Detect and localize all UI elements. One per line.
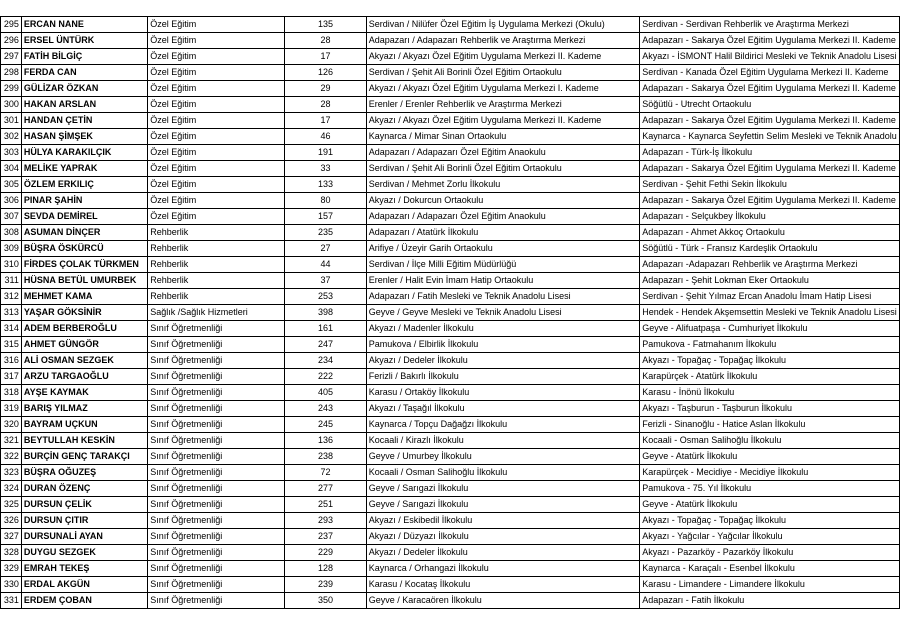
branch-name: Özel Eğitim	[148, 113, 285, 129]
branch-name: Sınıf Öğretmenliği	[148, 577, 285, 593]
current-school: Ferizli / Bakırlı İlkokulu	[366, 369, 640, 385]
row-number: 301	[1, 113, 22, 129]
table-row	[1, 97, 900, 113]
branch-name: Rehberlik	[148, 241, 285, 257]
service-score: 27	[285, 241, 366, 257]
branch-name: Özel Eğitim	[148, 129, 285, 145]
current-school: Arifiye / Üzeyir Garih Ortaokulu	[366, 241, 640, 257]
assigned-school: Geyve - Alifuatpaşa - Cumhuriyet İlkokulu	[640, 321, 900, 337]
teacher-name: DUYGU SEZGEK	[21, 545, 147, 561]
assigned-school: Karapürçek - Mecidiye - Mecidiye İlkokulu	[640, 465, 900, 481]
teacher-name: HAKAN ARSLAN	[21, 97, 147, 113]
table-row	[1, 33, 900, 49]
table-row	[1, 209, 900, 225]
row-number: 319	[1, 401, 22, 417]
current-school: Kocaali / Kirazlı İlkokulu	[366, 433, 640, 449]
table-row	[1, 481, 900, 497]
branch-name: Sınıf Öğretmenliği	[148, 529, 285, 545]
service-score: 243	[285, 401, 366, 417]
assigned-school: Söğütlü - Utrecht Ortaokulu	[640, 97, 900, 113]
row-number: 316	[1, 353, 22, 369]
current-school: Adapazarı / Adapazarı Özel Eğitim Anaokulu	[366, 209, 640, 225]
branch-name: Sınıf Öğretmenliği	[148, 401, 285, 417]
current-school: Akyazı / Taşağıl İlkokulu	[366, 401, 640, 417]
current-school: Erenler / Erenler Rehberlik ve Araştırma Merkezi	[366, 97, 640, 113]
table-body	[1, 17, 900, 609]
current-school: Serdivan / Nilüfer Özel Eğitim İş Uygulama Merkezi (Okulu)	[366, 17, 640, 33]
row-number: 306	[1, 193, 22, 209]
assigned-school: Adapazarı - Ahmet Akkoç Ortaokulu	[640, 225, 900, 241]
row-number: 325	[1, 497, 22, 513]
current-school: Geyve / Karacaören İlkokulu	[366, 593, 640, 609]
branch-name: Sınıf Öğretmenliği	[148, 433, 285, 449]
branch-name: Rehberlik	[148, 273, 285, 289]
row-number: 320	[1, 417, 22, 433]
assigned-school: Pamukova - Fatmahanım İlkokulu	[640, 337, 900, 353]
current-school: Serdivan / İlçe Milli Eğitim Müdürlüğü	[366, 257, 640, 273]
assigned-school: Söğütlü - Türk - Fransız Kardeşlik Ortaokulu	[640, 241, 900, 257]
branch-name: Özel Eğitim	[148, 17, 285, 33]
table-row	[1, 321, 900, 337]
assigned-school: Akyazı - Yağcılar - Yağcılar İlkokulu	[640, 529, 900, 545]
teacher-name: BÜŞRA OĞUZEŞ	[21, 465, 147, 481]
branch-name: Özel Eğitim	[148, 97, 285, 113]
teacher-name: BAYRAM UÇKUN	[21, 417, 147, 433]
current-school: Karasu / Ortaköy İlkokulu	[366, 385, 640, 401]
row-number: 300	[1, 97, 22, 113]
service-score: 239	[285, 577, 366, 593]
branch-name: Özel Eğitim	[148, 145, 285, 161]
service-score: 28	[285, 33, 366, 49]
service-score: 133	[285, 177, 366, 193]
table-row	[1, 561, 900, 577]
row-number: 308	[1, 225, 22, 241]
row-number: 302	[1, 129, 22, 145]
table-row	[1, 417, 900, 433]
current-school: Akyazı / Akyazı Özel Eğitim Uygulama Merkezi II. Kademe	[366, 49, 640, 65]
assigned-school: Adapazarı - Sakarya Özel Eğitim Uygulama Merkezi II. Kademe	[640, 81, 900, 97]
row-number: 327	[1, 529, 22, 545]
current-school: Akyazı / Akyazı Özel Eğitim Uygulama Merkezi I. Kademe	[366, 81, 640, 97]
current-school: Serdivan / Şehit Ali Borinli Özel Eğitim Ortaokulu	[366, 161, 640, 177]
table-row	[1, 193, 900, 209]
current-school: Kaynarca / Orhangazi İlkokulu	[366, 561, 640, 577]
table-row	[1, 593, 900, 609]
service-score: 135	[285, 17, 366, 33]
row-number: 322	[1, 449, 22, 465]
current-school: Kaynarca / Topçu Dağağzı İlkokulu	[366, 417, 640, 433]
branch-name: Özel Eğitim	[148, 33, 285, 49]
service-score: 237	[285, 529, 366, 545]
service-score: 398	[285, 305, 366, 321]
teacher-name: FATİH BİLGİÇ	[21, 49, 147, 65]
assigned-school: Akyazı - İSMONT Halil Bildirici Mesleki ve Teknik Anadolu Lisesi	[640, 49, 900, 65]
current-school: Geyve / Umurbey İlkokulu	[366, 449, 640, 465]
current-school: Erenler / Halit Evin İmam Hatip Ortaokulu	[366, 273, 640, 289]
teacher-name: HASAN ŞİMŞEK	[21, 129, 147, 145]
teacher-name: BÜŞRA ÖSKÜRCÜ	[21, 241, 147, 257]
assigned-school: Adapazarı - Sakarya Özel Eğitim Uygulama Merkezi II. Kademe	[640, 193, 900, 209]
assigned-school: Adapazarı - Sakarya Özel Eğitim Uygulama Merkezi II. Kademe	[640, 161, 900, 177]
row-number: 323	[1, 465, 22, 481]
row-number: 329	[1, 561, 22, 577]
teacher-name: ERCAN NANE	[21, 17, 147, 33]
branch-name: Sınıf Öğretmenliği	[148, 481, 285, 497]
row-number: 317	[1, 369, 22, 385]
table-row	[1, 177, 900, 193]
teacher-name: DURSUNALİ AYAN	[21, 529, 147, 545]
branch-name: Özel Eğitim	[148, 49, 285, 65]
teacher-name: ERSEL ÜNTÜRK	[21, 33, 147, 49]
branch-name: Sınıf Öğretmenliği	[148, 593, 285, 609]
service-score: 157	[285, 209, 366, 225]
service-score: 234	[285, 353, 366, 369]
teacher-name: SEVDA DEMİREL	[21, 209, 147, 225]
assigned-school: Serdivan - Şehit Fethi Sekin İlkokulu	[640, 177, 900, 193]
table-row	[1, 273, 900, 289]
current-school: Serdivan / Mehmet Zorlu İlkokulu	[366, 177, 640, 193]
table-row	[1, 577, 900, 593]
teacher-name: GÜLİZAR ÖZKAN	[21, 81, 147, 97]
branch-name: Özel Eğitim	[148, 81, 285, 97]
current-school: Geyve / Geyve Mesleki ve Teknik Anadolu Lisesi	[366, 305, 640, 321]
row-number: 304	[1, 161, 22, 177]
table-row	[1, 529, 900, 545]
current-school: Akyazı / Dedeler İlkokulu	[366, 353, 640, 369]
branch-name: Sınıf Öğretmenliği	[148, 369, 285, 385]
row-number: 297	[1, 49, 22, 65]
service-score: 17	[285, 49, 366, 65]
teacher-name: ALİ OSMAN SEZGEK	[21, 353, 147, 369]
current-school: Akyazı / Madenler İlkokulu	[366, 321, 640, 337]
service-score: 222	[285, 369, 366, 385]
teacher-name: ADEM BERBEROĞLU	[21, 321, 147, 337]
teacher-name: AHMET GÜNGÖR	[21, 337, 147, 353]
assigned-school: Adapazarı - Sakarya Özel Eğitim Uygulama Merkezi II. Kademe	[640, 33, 900, 49]
row-number: 296	[1, 33, 22, 49]
assigned-school: Adapazarı - Sakarya Özel Eğitim Uygulama Merkezi II. Kademe	[640, 113, 900, 129]
row-number: 331	[1, 593, 22, 609]
assigned-school: Akyazı - Pazarköy - Pazarköy İlkokulu	[640, 545, 900, 561]
service-score: 80	[285, 193, 366, 209]
branch-name: Sınıf Öğretmenliği	[148, 497, 285, 513]
row-number: 328	[1, 545, 22, 561]
assigned-school: Kocaali - Osman Salihoğlu İlkokulu	[640, 433, 900, 449]
assigned-school: Adapazarı - Fatih İlkokulu	[640, 593, 900, 609]
teacher-name: HANDAN ÇETİN	[21, 113, 147, 129]
assigned-school: Adapazarı - Türk-İş İlkokulu	[640, 145, 900, 161]
service-score: 17	[285, 113, 366, 129]
branch-name: Özel Eğitim	[148, 193, 285, 209]
teacher-name: ERDAL AKGÜN	[21, 577, 147, 593]
teacher-name: ÖZLEM ERKILIÇ	[21, 177, 147, 193]
teacher-name: DURSUN ÇITIR	[21, 513, 147, 529]
table-row	[1, 17, 900, 33]
service-score: 251	[285, 497, 366, 513]
teacher-name: DURAN ÖZENÇ	[21, 481, 147, 497]
assigned-school: Kaynarca - Kaynarca Seyfettin Selim Mesleki ve Teknik Anadolu	[640, 129, 900, 145]
current-school: Kocaali / Osman Salihoğlu İlkokulu	[366, 465, 640, 481]
service-score: 29	[285, 81, 366, 97]
current-school: Adapazarı / Adapazarı Rehberlik ve Araştırma Merkezi	[366, 33, 640, 49]
branch-name: Sağlık /Sağlık Hizmetleri	[148, 305, 285, 321]
teacher-name: HÜSNA BETÜL UMURBEK	[21, 273, 147, 289]
table-row	[1, 353, 900, 369]
branch-name: Sınıf Öğretmenliği	[148, 385, 285, 401]
assigned-school: Kaynarca - Karaçalı - Esenbel İlkokulu	[640, 561, 900, 577]
current-school: Adapazarı / Fatih Mesleki ve Teknik Anadolu Lisesi	[366, 289, 640, 305]
row-number: 309	[1, 241, 22, 257]
service-score: 72	[285, 465, 366, 481]
table-row	[1, 337, 900, 353]
current-school: Akyazı / Dedeler İlkokulu	[366, 545, 640, 561]
teacher-name: DURSUN ÇELİK	[21, 497, 147, 513]
assigned-school: Geyve - Atatürk İlkokulu	[640, 449, 900, 465]
service-score: 37	[285, 273, 366, 289]
assigned-school: Geyve - Atatürk İlkokulu	[640, 497, 900, 513]
teacher-name: ASUMAN DİNÇER	[21, 225, 147, 241]
table-row	[1, 49, 900, 65]
teacher-name: BURÇİN GENÇ TARAKÇI	[21, 449, 147, 465]
assigned-school: Pamukova - 75. Yıl İlkokulu	[640, 481, 900, 497]
service-score: 229	[285, 545, 366, 561]
branch-name: Sınıf Öğretmenliği	[148, 513, 285, 529]
service-score: 126	[285, 65, 366, 81]
row-number: 324	[1, 481, 22, 497]
assigned-school: Akyazı - Taşburun - Taşburun İlkokulu	[640, 401, 900, 417]
table-row	[1, 113, 900, 129]
service-score: 46	[285, 129, 366, 145]
teacher-name: EMRAH TEKEŞ	[21, 561, 147, 577]
table-row	[1, 145, 900, 161]
table-row	[1, 401, 900, 417]
service-score: 238	[285, 449, 366, 465]
row-number: 330	[1, 577, 22, 593]
teacher-name: FİRDES ÇOLAK TÜRKMEN	[21, 257, 147, 273]
branch-name: Sınıf Öğretmenliği	[148, 561, 285, 577]
service-score: 136	[285, 433, 366, 449]
branch-name: Sınıf Öğretmenliği	[148, 417, 285, 433]
row-number: 318	[1, 385, 22, 401]
teacher-name: BARIŞ YILMAZ	[21, 401, 147, 417]
assignment-table	[0, 16, 900, 609]
current-school: Karasu / Kocataş İlkokulu	[366, 577, 640, 593]
row-number: 305	[1, 177, 22, 193]
branch-name: Sınıf Öğretmenliği	[148, 449, 285, 465]
table-row	[1, 305, 900, 321]
table-row	[1, 513, 900, 529]
service-score: 28	[285, 97, 366, 113]
assigned-school: Karasu - İnönü İlkokulu	[640, 385, 900, 401]
branch-name: Rehberlik	[148, 225, 285, 241]
teacher-name: MELİKE YAPRAK	[21, 161, 147, 177]
row-number: 311	[1, 273, 22, 289]
row-number: 310	[1, 257, 22, 273]
table-row	[1, 545, 900, 561]
branch-name: Rehberlik	[148, 257, 285, 273]
service-score: 293	[285, 513, 366, 529]
teacher-name: ARZU TARGAOĞLU	[21, 369, 147, 385]
branch-name: Özel Eğitim	[148, 177, 285, 193]
table-row	[1, 369, 900, 385]
assigned-school: Ferizli - Sinanoğlu - Hatice Aslan İlkokulu	[640, 417, 900, 433]
assigned-school: Karasu - Limandere - Limandere İlkokulu	[640, 577, 900, 593]
teacher-name: YAŞAR GÖKSİNİR	[21, 305, 147, 321]
service-score: 277	[285, 481, 366, 497]
table-row	[1, 385, 900, 401]
branch-name: Özel Eğitim	[148, 209, 285, 225]
assigned-school: Akyazı - Topağaç - Topağaç İlkokulu	[640, 353, 900, 369]
table-row	[1, 449, 900, 465]
teacher-name: PINAR ŞAHİN	[21, 193, 147, 209]
row-number: 298	[1, 65, 22, 81]
row-number: 313	[1, 305, 22, 321]
current-school: Adapazarı / Adapazarı Özel Eğitim Anaokulu	[366, 145, 640, 161]
branch-name: Sınıf Öğretmenliği	[148, 465, 285, 481]
current-school: Akyazı / Düzyazı İlkokulu	[366, 529, 640, 545]
branch-name: Özel Eğitim	[148, 161, 285, 177]
row-number: 326	[1, 513, 22, 529]
row-number: 315	[1, 337, 22, 353]
table-row	[1, 257, 900, 273]
teacher-name: ERDEM ÇOBAN	[21, 593, 147, 609]
service-score: 253	[285, 289, 366, 305]
table-row	[1, 465, 900, 481]
assigned-school: Hendek - Hendek Akşemsettin Mesleki ve Teknik Anadolu Lisesi	[640, 305, 900, 321]
teacher-name: AYŞE KAYMAK	[21, 385, 147, 401]
teacher-name: FERDA CAN	[21, 65, 147, 81]
row-number: 314	[1, 321, 22, 337]
service-score: 245	[285, 417, 366, 433]
assigned-school: Serdivan - Şehit Yılmaz Ercan Anadolu İmam Hatip Lisesi	[640, 289, 900, 305]
assigned-school: Serdivan - Serdivan Rehberlik ve Araştırma Merkezi	[640, 17, 900, 33]
table-row	[1, 81, 900, 97]
branch-name: Sınıf Öğretmenliği	[148, 545, 285, 561]
table-row	[1, 497, 900, 513]
row-number: 303	[1, 145, 22, 161]
service-score: 191	[285, 145, 366, 161]
branch-name: Rehberlik	[148, 289, 285, 305]
current-school: Pamukova / Elbirlik İlkokulu	[366, 337, 640, 353]
table-row	[1, 65, 900, 81]
service-score: 33	[285, 161, 366, 177]
table-row	[1, 129, 900, 145]
service-score: 161	[285, 321, 366, 337]
service-score: 247	[285, 337, 366, 353]
branch-name: Sınıf Öğretmenliği	[148, 321, 285, 337]
teacher-name: HÜLYA KARAKILÇIK	[21, 145, 147, 161]
table-row	[1, 289, 900, 305]
service-score: 44	[285, 257, 366, 273]
assigned-school: Adapazarı - Şehit Lokman Eker Ortaokulu	[640, 273, 900, 289]
assigned-school: Karapürçek - Atatürk İlkokulu	[640, 369, 900, 385]
current-school: Adapazarı / Atatürk İlkokulu	[366, 225, 640, 241]
service-score: 350	[285, 593, 366, 609]
teacher-name: BEYTULLAH KESKİN	[21, 433, 147, 449]
table-row	[1, 161, 900, 177]
assigned-school: Adapazarı -Adapazarı Rehberlik ve Araştırma Merkezi	[640, 257, 900, 273]
row-number: 312	[1, 289, 22, 305]
row-number: 295	[1, 17, 22, 33]
assigned-school: Serdivan - Kanada Özel Eğitim Uygulama Merkezi II. Kademe	[640, 65, 900, 81]
branch-name: Sınıf Öğretmenliği	[148, 337, 285, 353]
row-number: 299	[1, 81, 22, 97]
assigned-school: Adapazarı - Selçukbey İlkokulu	[640, 209, 900, 225]
current-school: Kaynarca / Mimar Sinan Ortaokulu	[366, 129, 640, 145]
branch-name: Özel Eğitim	[148, 65, 285, 81]
service-score: 235	[285, 225, 366, 241]
current-school: Geyve / Sarıgazi İlkokulu	[366, 481, 640, 497]
table-row	[1, 225, 900, 241]
teacher-name: MEHMET KAMA	[21, 289, 147, 305]
row-number: 307	[1, 209, 22, 225]
current-school: Serdivan / Şehit Ali Borinli Özel Eğitim Ortaokulu	[366, 65, 640, 81]
table-row	[1, 241, 900, 257]
service-score: 128	[285, 561, 366, 577]
branch-name: Sınıf Öğretmenliği	[148, 353, 285, 369]
assigned-school: Akyazı - Topağaç - Topağaç İlkokulu	[640, 513, 900, 529]
current-school: Akyazı / Akyazı Özel Eğitim Uygulama Merkezi II. Kademe	[366, 113, 640, 129]
service-score: 405	[285, 385, 366, 401]
current-school: Geyve / Sarıgazi İlkokulu	[366, 497, 640, 513]
row-number: 321	[1, 433, 22, 449]
table-row	[1, 433, 900, 449]
current-school: Akyazı / Eskibedil İlkokulu	[366, 513, 640, 529]
current-school: Akyazı / Dokurcun Ortaokulu	[366, 193, 640, 209]
